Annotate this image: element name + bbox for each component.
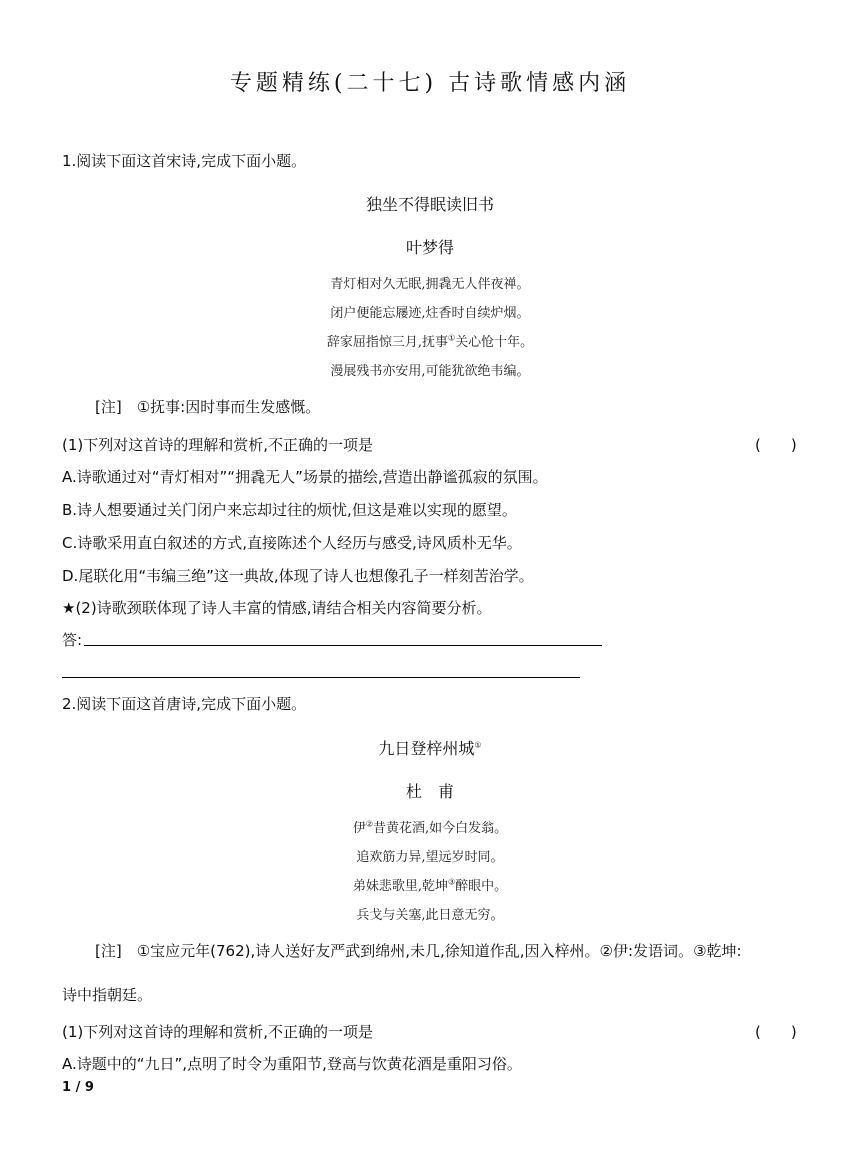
q2-option-a: A.诗题中的“九日”,点明了时令为重阳节,登高与饮黄花酒是重阳习俗。 [62, 1055, 522, 1073]
answer-label: 答: [62, 631, 83, 649]
q1-option-a: A.诗歌通过对“青灯相对”“拥毳无人”场景的描绘,营造出静谧孤寂的氛围。 [62, 468, 548, 486]
footnote-mark: ② [365, 819, 374, 829]
page-title: 专题精练(二十七) 古诗歌情感内涵 [229, 71, 631, 96]
poem-2-line-3-part-a: 弟妹悲歌里,乾坤 [352, 879, 448, 894]
q1-sub1-answer-blank[interactable]: ( ) [755, 436, 797, 454]
question-2-intro: 2.阅读下面这首唐诗,完成下面小题。 [62, 695, 307, 713]
poem-2-note: [注] ①宝应元年(762),诗人送好友严武到绵州,未几,徐知道作乱,因入梓州。②伊:发语词。③乾坤: [95, 942, 742, 960]
footnote-mark: ③ [447, 877, 456, 887]
answer-line-2[interactable] [62, 677, 580, 678]
poem-2-line-1 [0, 817, 860, 836]
answer-line-1[interactable] [84, 645, 602, 646]
poem-2-note-continued: 诗中指朝廷。 [62, 986, 153, 1004]
poem-2-line-1-part-b: 昔黄花酒,如今白发翁。 [373, 821, 508, 836]
q1-sub2-prompt: ★(2)诗歌颈联体现了诗人丰富的情感,请结合相关内容简要分析。 [62, 599, 492, 617]
q1-option-d: D.尾联化用“韦编三绝”这一典故,体现了诗人也想像孔子一样刻苦治学。 [62, 567, 534, 585]
poem-1-author: 叶梦得 [405, 238, 454, 257]
poem-1-title: 独坐不得眠读旧书 [365, 195, 494, 214]
poem-1-line-1: 青灯相对久无眠,拥毳无人伴夜禅。 [330, 277, 530, 292]
poem-2-line-2: 追欢筋力异,望远岁时同。 [356, 850, 504, 865]
q1-option-b: B.诗人想要通过关门闭户来忘却过往的烦忧,但这是难以实现的愿望。 [62, 501, 517, 519]
poem-1-line-3-part-a: 辞家屈指惊三月,抚事 [326, 335, 448, 350]
poem-2-line-1-part-a: 伊 [352, 821, 366, 836]
poem-2-author: 杜 甫 [405, 782, 454, 801]
q2-sub1-answer-blank[interactable]: ( ) [755, 1023, 797, 1041]
poem-2-title-text: 九日登梓州城 [378, 739, 475, 758]
poem-1-line-2: 闭户便能忘屦迹,炷香时自续炉烟。 [330, 306, 530, 321]
poem-2-line-3 [0, 875, 860, 894]
poem-1-line-4: 漫展残书亦安用,可能犹欲绝韦编。 [330, 364, 530, 379]
q1-option-c: C.诗歌采用直白叙述的方式,直接陈述个人经历与感受,诗风质朴无华。 [62, 534, 522, 552]
question-1-intro: 1.阅读下面这首宋诗,完成下面小题。 [62, 152, 307, 170]
poem-1-note: [注] ①抚事:因时事而生发感慨。 [95, 398, 321, 416]
poem-1-line-3 [0, 331, 860, 350]
footnote-mark: ① [447, 333, 456, 343]
q2-sub1-prompt: (1)下列对这首诗的理解和赏析,不正确的一项是 [62, 1023, 374, 1041]
poem-2-line-3-part-b: 醉眼中。 [455, 879, 508, 894]
q1-sub1-prompt: (1)下列对这首诗的理解和赏析,不正确的一项是 [62, 436, 374, 454]
poem-2-line-4: 兵戈与关塞,此日意无穷。 [356, 908, 504, 923]
poem-2-title [0, 736, 860, 759]
poem-1-line-3-part-b: 关心怆十年。 [455, 335, 534, 350]
footnote-mark: ① [474, 740, 482, 750]
page-number: 1 / 9 [62, 1080, 94, 1095]
